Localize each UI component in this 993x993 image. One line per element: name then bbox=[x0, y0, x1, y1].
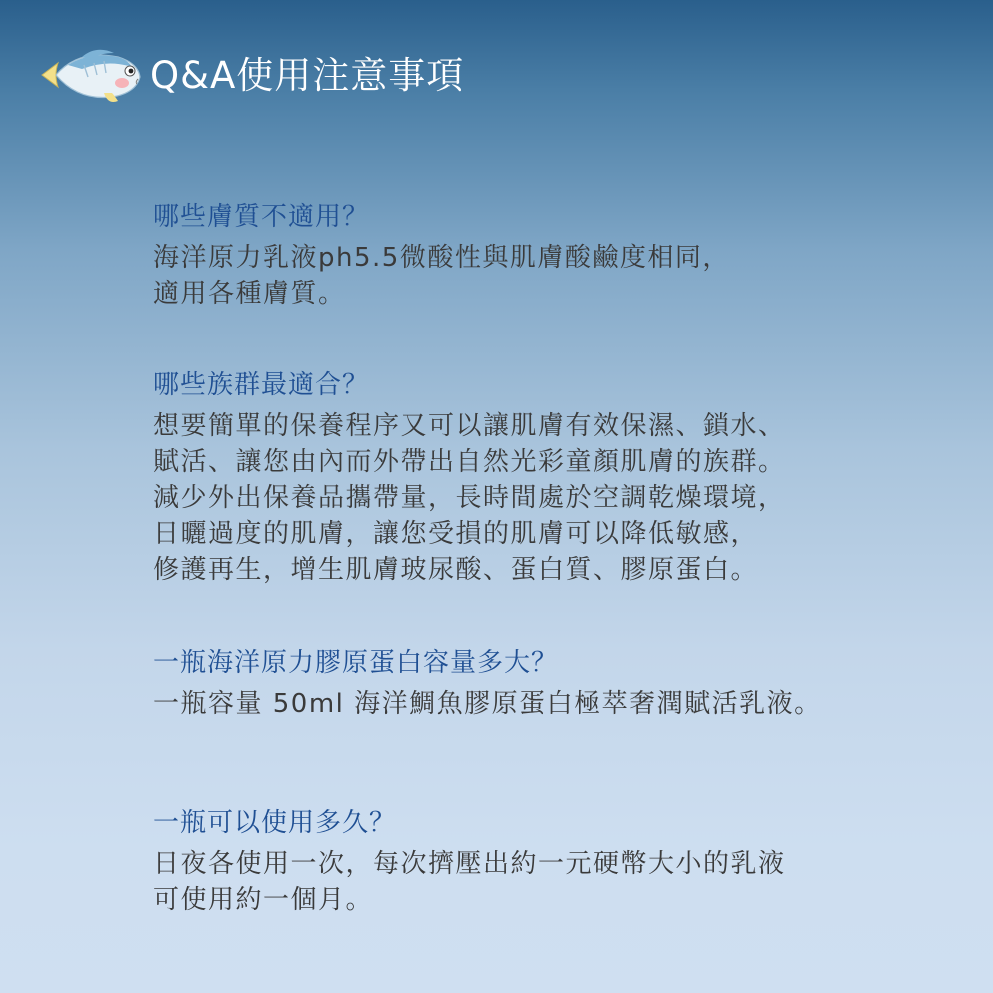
question: 一瓶海洋原力膠原蛋白容量多大？ bbox=[153, 648, 559, 678]
question: 哪些族群最適合？ bbox=[153, 370, 370, 400]
answer-line: 適用各種膚質。 bbox=[153, 279, 346, 309]
answer-line: 想要簡單的保養程序又可以讓肌膚有效保濕、鎖水、 bbox=[153, 411, 786, 441]
answer bbox=[153, 686, 953, 722]
answer-line: 減少外出保養品攜帶量，長時間處於空調乾燥環境， bbox=[153, 483, 786, 513]
header bbox=[38, 40, 464, 110]
answer bbox=[153, 846, 953, 918]
qa-item bbox=[153, 646, 953, 722]
qa-item bbox=[153, 368, 953, 588]
question: 哪些膚質不適用？ bbox=[153, 202, 370, 232]
answer-line: 賦活、讓您由內而外帶出自然光彩童顏肌膚的族群。 bbox=[153, 447, 786, 477]
answer-line: 修護再生，增生肌膚玻尿酸、蛋白質、膠原蛋白。 bbox=[153, 555, 759, 585]
page-title: Q&A使用注意事項 bbox=[150, 53, 465, 97]
qa-item bbox=[153, 806, 953, 918]
answer-line: 日夜各使用一次，每次擠壓出約一元硬幣大小的乳液 bbox=[153, 849, 786, 879]
question: 一瓶可以使用多久？ bbox=[153, 808, 397, 838]
qa-item bbox=[153, 200, 953, 312]
fish-icon bbox=[38, 43, 150, 107]
answer-line: 一瓶容量 50ml 海洋鯛魚膠原蛋白極萃奢潤賦活乳液。 bbox=[153, 689, 822, 719]
answer-line: 日曬過度的肌膚，讓您受損的肌膚可以降低敏感， bbox=[153, 519, 759, 549]
answer-line: 可使用約一個月。 bbox=[153, 885, 374, 915]
answer bbox=[153, 240, 953, 312]
answer bbox=[153, 408, 953, 588]
answer-line: 海洋原力乳液ph5.5微酸性與肌膚酸鹼度相同， bbox=[153, 243, 730, 273]
